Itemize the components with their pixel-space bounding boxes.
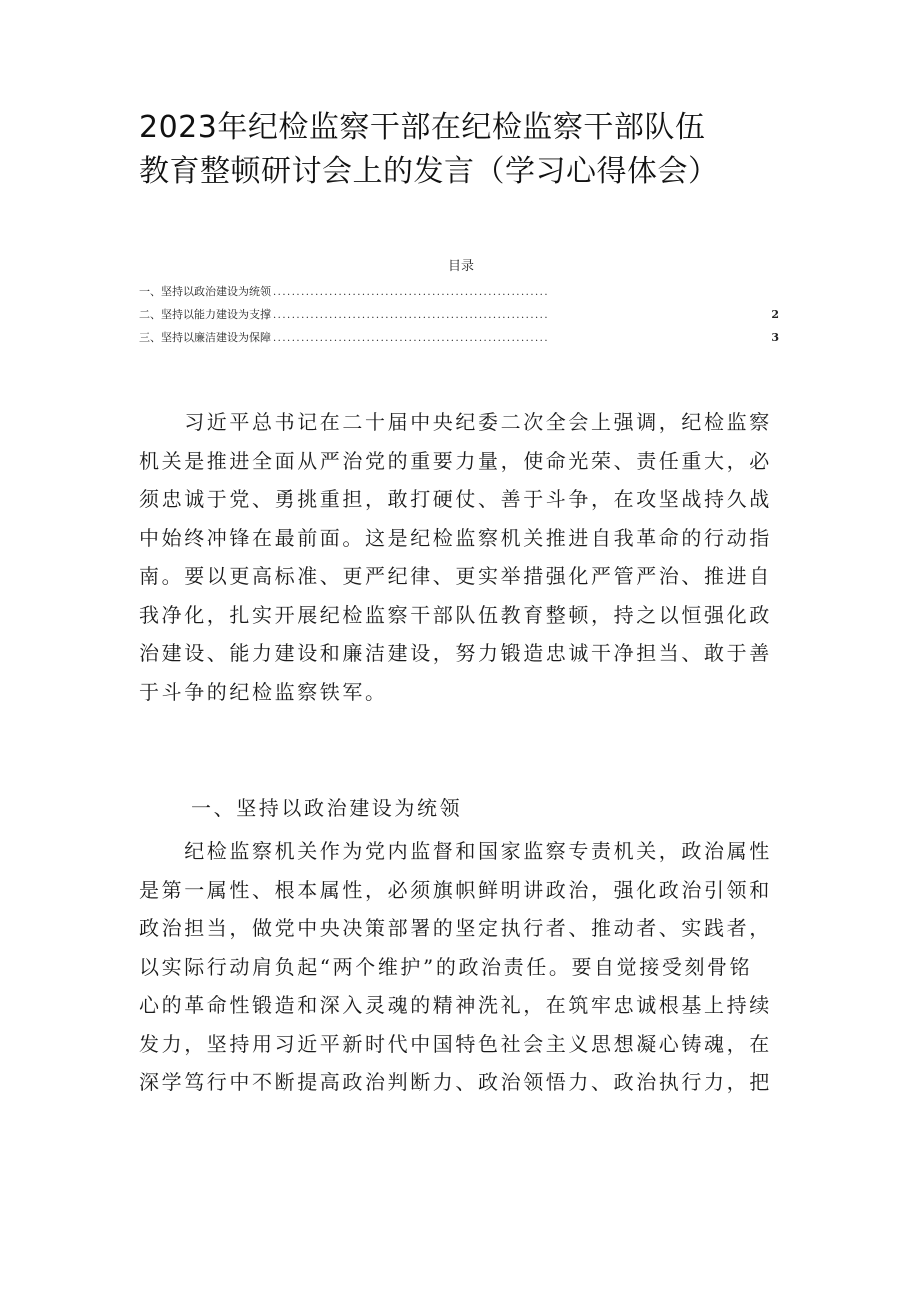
paragraph-line: 于斗争的纪检监察铁军。: [139, 679, 388, 704]
toc-heading: 目录: [447, 259, 474, 274]
toc-page-number: 3: [771, 331, 779, 344]
paragraph-line: 发力，坚持用习近平新时代中国特色社会主义思想凝心铸魂，在: [139, 1031, 772, 1056]
paragraph-line: 中始终冲锋在最前面。这是纪检监察机关推进自我革命的行动指: [139, 525, 772, 550]
paragraph-line: 须忠诚于党、勇挑重担，敢打硬仗、善于斗争，在攻坚战持久战: [139, 487, 772, 511]
document-title: [139, 106, 799, 194]
toc-item[interactable]: [139, 326, 779, 349]
table-of-contents: [139, 256, 779, 349]
intro-paragraph: [139, 403, 787, 711]
paragraph-line: 治建设、能力建设和廉洁建设，努力锻造忠诚干净担当、敢于善: [139, 641, 772, 665]
paragraph-line: 深学笃行中不断提高政治判断力、政治领悟力、政治执行力，把: [139, 1070, 772, 1094]
toc-item[interactable]: [139, 280, 779, 303]
toc-leader-dots: ...........................................................: [273, 333, 550, 344]
section-heading-political: 一、坚持以政治建设为统领: [191, 796, 463, 820]
toc-page-number: 2: [771, 308, 779, 321]
title-line-2: 教育整顿研讨会上的发言（学习心得体会）: [139, 154, 719, 189]
toc-item-label: 二、坚持以能力建设为支撑: [139, 308, 271, 321]
paragraph-line: 以实际行动肩负起“两个维护”的政治责任。要自觉接受刻骨铭: [139, 954, 753, 979]
toc-item-label: 一、坚持以政治建设为统领: [139, 285, 271, 298]
paragraph-line: 习近平总书记在二十届中央纪委二次全会上强调，纪检监察: [139, 410, 772, 434]
paragraph-line: 心的革命性锻造和深入灵魂的精神洗礼，在筑牢忠诚根基上持续: [139, 993, 772, 1017]
paragraph-line: 政治担当，做党中央决策部署的坚定执行者、推动者、实践者，: [139, 916, 772, 940]
toc-leader-dots: ...........................................................: [273, 287, 550, 298]
paragraph-line: 南。要以更高标准、更严纪律、更实举措强化严管严治、推进自: [139, 564, 772, 588]
section-1-paragraph: [139, 832, 787, 1102]
toc-item-label: 三、坚持以廉洁建设为保障: [139, 331, 271, 344]
paragraph-line: 我净化，扎实开展纪检监察干部队伍教育整顿，持之以恒强化政: [139, 602, 772, 627]
paragraph-line: 纪检监察机关作为党内监督和国家监察专责机关，政治属性: [139, 839, 772, 863]
paragraph-line: 机关是推进全面从严治党的重要力量，使命光荣、责任重大，必: [139, 448, 772, 473]
title-line-1: 2023年纪检监察干部在纪检监察干部队伍: [139, 110, 706, 145]
toc-leader-dots: ...........................................................: [273, 310, 550, 321]
toc-item[interactable]: [139, 303, 779, 326]
paragraph-line: 是第一属性、根本属性，必须旗帜鲜明讲政治，强化政治引领和: [139, 877, 772, 902]
